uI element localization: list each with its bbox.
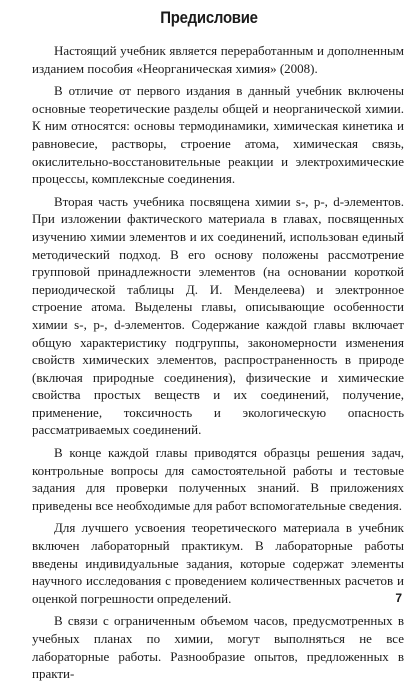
paragraph-3: Вторая часть учебника посвящена химии s-, p-, d-элементов. При изложении фактического материала в главах, посвященных изучению химии элементов и их соединений, использован единый методический подход. В его основу положены рассмотрение групповой принадлежности элементов (на основании короткой периодической таблицы Д. И. Менделеева) и электронное строение атома. Выделены главы, описывающие особенности химии s-, p-, d-элементов. Содержание каждой главы включает общую характеристику подгруппы, закономерности изменения свойств химических элементов, распространенность в природе (включая природные соединения), физические и химические свойства простых веществ и их соединений, получение, применение, токсичность и экологическую опасность рассматриваемых соединений.: [32, 193, 404, 438]
paragraph-5: Для лучшего усвоения теоретического материала в учебник включен лабораторный практикум. В лабораторные работы введены индивидуальные задания, которые содержат элементы научного исследования с проведением количественных расчетов и оценкой погрешности определений.: [32, 520, 404, 606]
page-number: 7: [395, 591, 402, 605]
paragraph-4: В конце каждой главы приводятся образцы решения задач, контрольные вопросы для самостоятельной работы и тестовые задания для проверки полученных знаний. В приложениях приведены все необходимые для работ вспомогательные сведения.: [32, 445, 404, 513]
page-title: Предисловие: [160, 8, 258, 27]
paragraph-1: Настоящий учебник является переработанным и дополненным изданием пособия «Неорганическая химия» (2008).: [32, 43, 404, 76]
body-text: [32, 42, 404, 683]
paragraph-2: В отличие от первого издания в данный учебник включены основные теоретические разделы общей и неорганической химии. К ним относятся: основы термодинамики, химическая кинетика и равновесие, растворы, строение атома, химическая связь, окислительно-восстановительные реакции и электрохимические процессы, комплексные соединения.: [32, 83, 404, 187]
paragraph-6: В связи с ограниченным объемом часов, предусмотренных в учебных планах по химии, могут выполняться не все лабораторные работы. Разнообразие опытов, предложенных в практи-: [32, 613, 404, 682]
